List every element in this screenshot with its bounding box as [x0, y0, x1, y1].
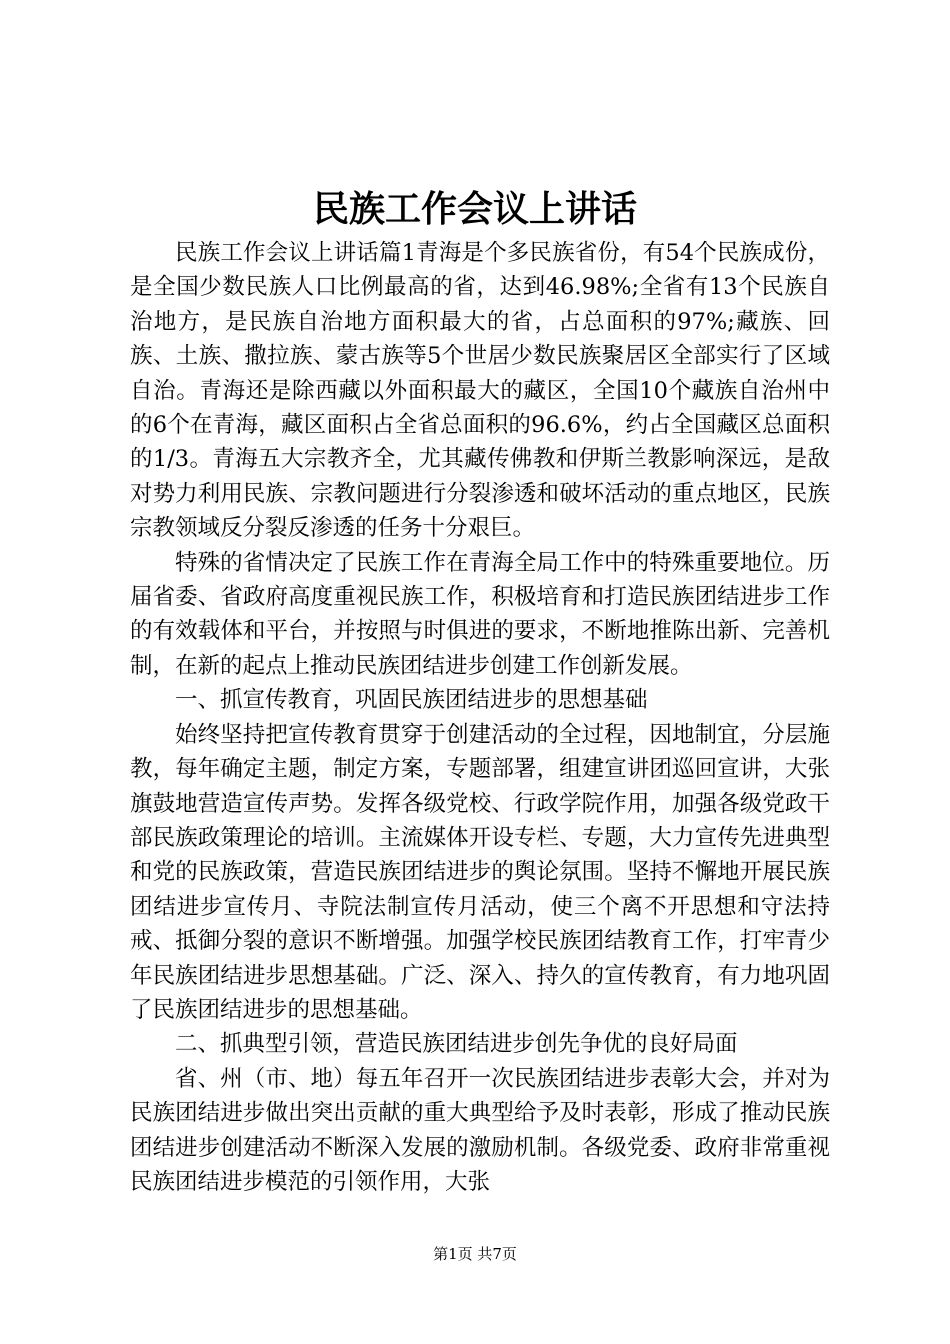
section-heading-2: 二、抓典型引领，营造民族团结进步创先争优的良好局面: [175, 1031, 738, 1058]
page-footer: 第1页 共7页: [433, 1245, 517, 1263]
paragraph-section-2: 省、州（市、地）每五年召开一次民族团结进步表彰大会，并对为民族团结进步做出突出贡献的重大典型给予及时表彰，形成了推动民族团结进步创建活动不断深入发展的激励机制。各级党委、政府非常重视民族团结进步模范的引领作用，大张: [130, 1065, 830, 1195]
document-title: 民族工作会议上讲话: [312, 188, 637, 230]
document-body: [130, 236, 830, 1199]
paragraph-section-1: 始终坚持把宣传教育贯穿于创建活动的全过程，因地制宜，分层施教，每年确定主题，制定方案，专题部署，组建宣讲团巡回宣讲，大张旗鼓地营造宣传声势。发挥各级党校、行政学院作用，加强各级党政干部民族政策理论的培训。主流媒体开设专栏、专题，大力宣传先进典型和党的民族政策，营造民族团结进步的舆论氛围。坚持不懈地开展民族团结进步宣传月、寺院法制宣传月活动，使三个离不开思想和守法持戒、抵御分裂的意识不断增强。加强学校民族团结教育工作，打牢青少年民族团结进步思想基础。广泛、深入、持久的宣传教育，有力地巩固了民族团结进步的思想基础。: [130, 721, 830, 1023]
paragraph-status: 特殊的省情决定了民族工作在青海全局工作中的特殊重要地位。历届省委、省政府高度重视民族工作，积极培育和打造民族团结进步工作的有效载体和平台，并按照与时俱进的要求，不断地推陈出新、完善机制，在新的起点上推动民族团结进步创建工作创新发展。: [130, 549, 830, 679]
paragraph-intro: 民族工作会议上讲话篇1青海是个多民族省份，有54个民族成份，是全国少数民族人口比例最高的省，达到46.98%;全省有13个民族自治地方，是民族自治地方面积最大的省，占总面积的97%;藏族、回族、土族、撒拉族、蒙古族等5个世居少数民族聚居区全部实行了区域自治。青海还是除西藏以外面积最大的藏区，全国10个藏族自治州中的6个在青海，藏区面积占全省总面积的96.6%，约占全国藏区总面积的1/3。青海五大宗教齐全，尤其藏传佛教和伊斯兰教影响深远，是敌对势力利用民族、宗教问题进行分裂渗透和破坏活动的重点地区，民族宗教领域反分裂反渗透的任务十分艰巨。: [130, 240, 830, 542]
section-heading-1: 一、抓宣传教育，巩固民族团结进步的思想基础: [175, 687, 648, 714]
